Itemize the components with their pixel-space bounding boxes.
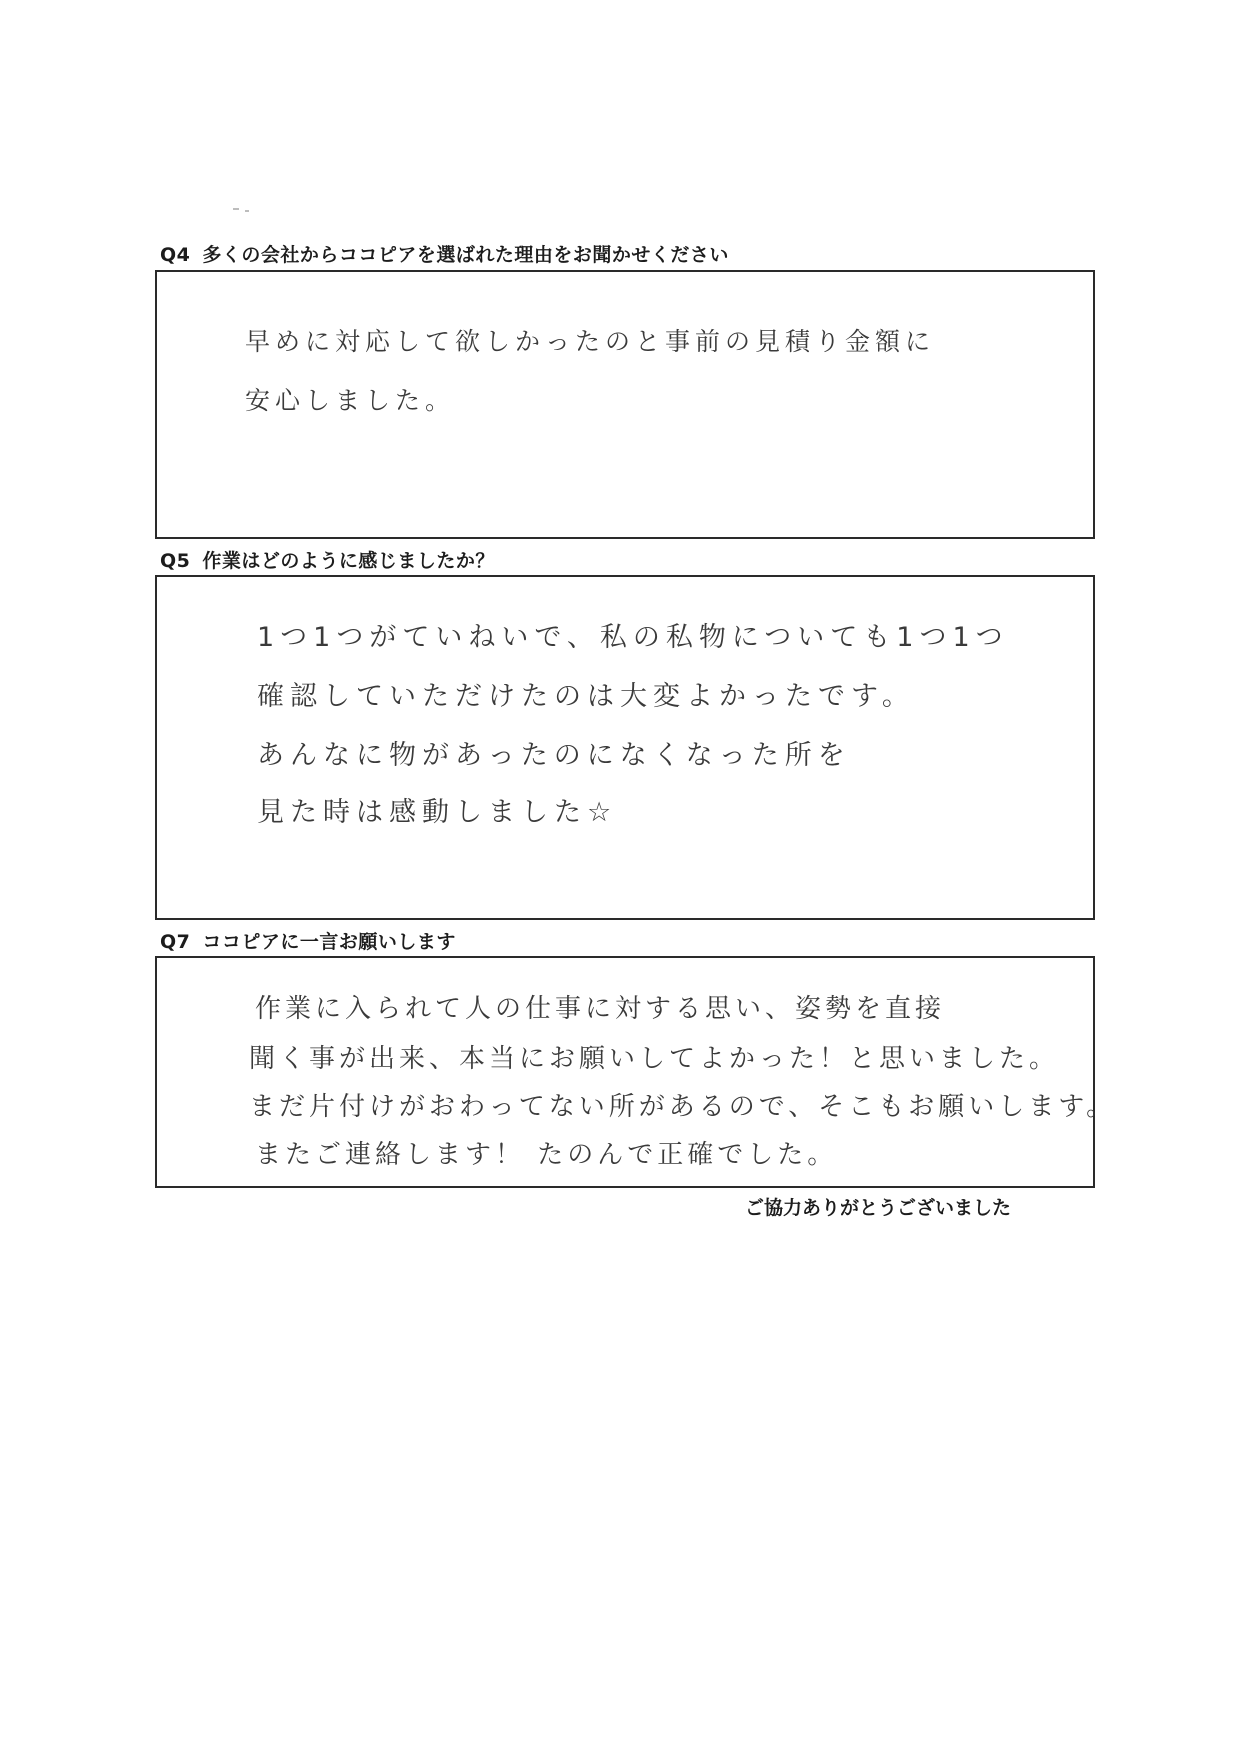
answer-line: 作業に入られて人の仕事に対する思い、姿勢を直接 [255, 994, 946, 1024]
answer-line: まだ片付けがおわってない所があるので、そこもお願いします。 [249, 1092, 1117, 1122]
scan-speck [233, 208, 239, 210]
answer-line: 見た時は感動しました☆ [257, 797, 618, 828]
scan-speck [245, 210, 249, 212]
question-number: Q7 [160, 931, 191, 953]
question-q7 [160, 927, 456, 954]
answer-line: またご連絡します！ たのんで正確でした。 [255, 1140, 838, 1170]
question-q5 [160, 546, 495, 573]
answer-box-q4 [155, 270, 1095, 539]
question-number: Q5 [160, 550, 191, 572]
question-text: 作業はどのように感じましたか？ [202, 550, 495, 572]
question-text: ココピアに一言お願いします [202, 931, 456, 953]
answer-line: 早めに対応して欲しかったのと事前の見積り金額に [245, 327, 936, 356]
answer-line: 安心しました。 [245, 386, 456, 415]
question-q4 [160, 240, 729, 267]
question-text: 多くの会社からココピアを選ばれた理由をお聞かせください [202, 244, 729, 266]
answer-box-q7 [155, 956, 1117, 1188]
thanks-message: ご協力ありがとうございました [745, 1197, 1012, 1219]
answer-line: 1つ1つがていねいで、私の私物についても1つ1つ [257, 622, 1009, 653]
question-number: Q4 [160, 244, 191, 266]
answer-line: あんなに物があったのになくなった所を [257, 740, 851, 771]
answer-box-q5 [155, 575, 1095, 920]
answer-line: 聞く事が出来、本当にお願いしてよかった！と思いました。 [249, 1044, 1060, 1074]
answer-line: 確認していただけたのは大変よかったです。 [257, 681, 915, 712]
